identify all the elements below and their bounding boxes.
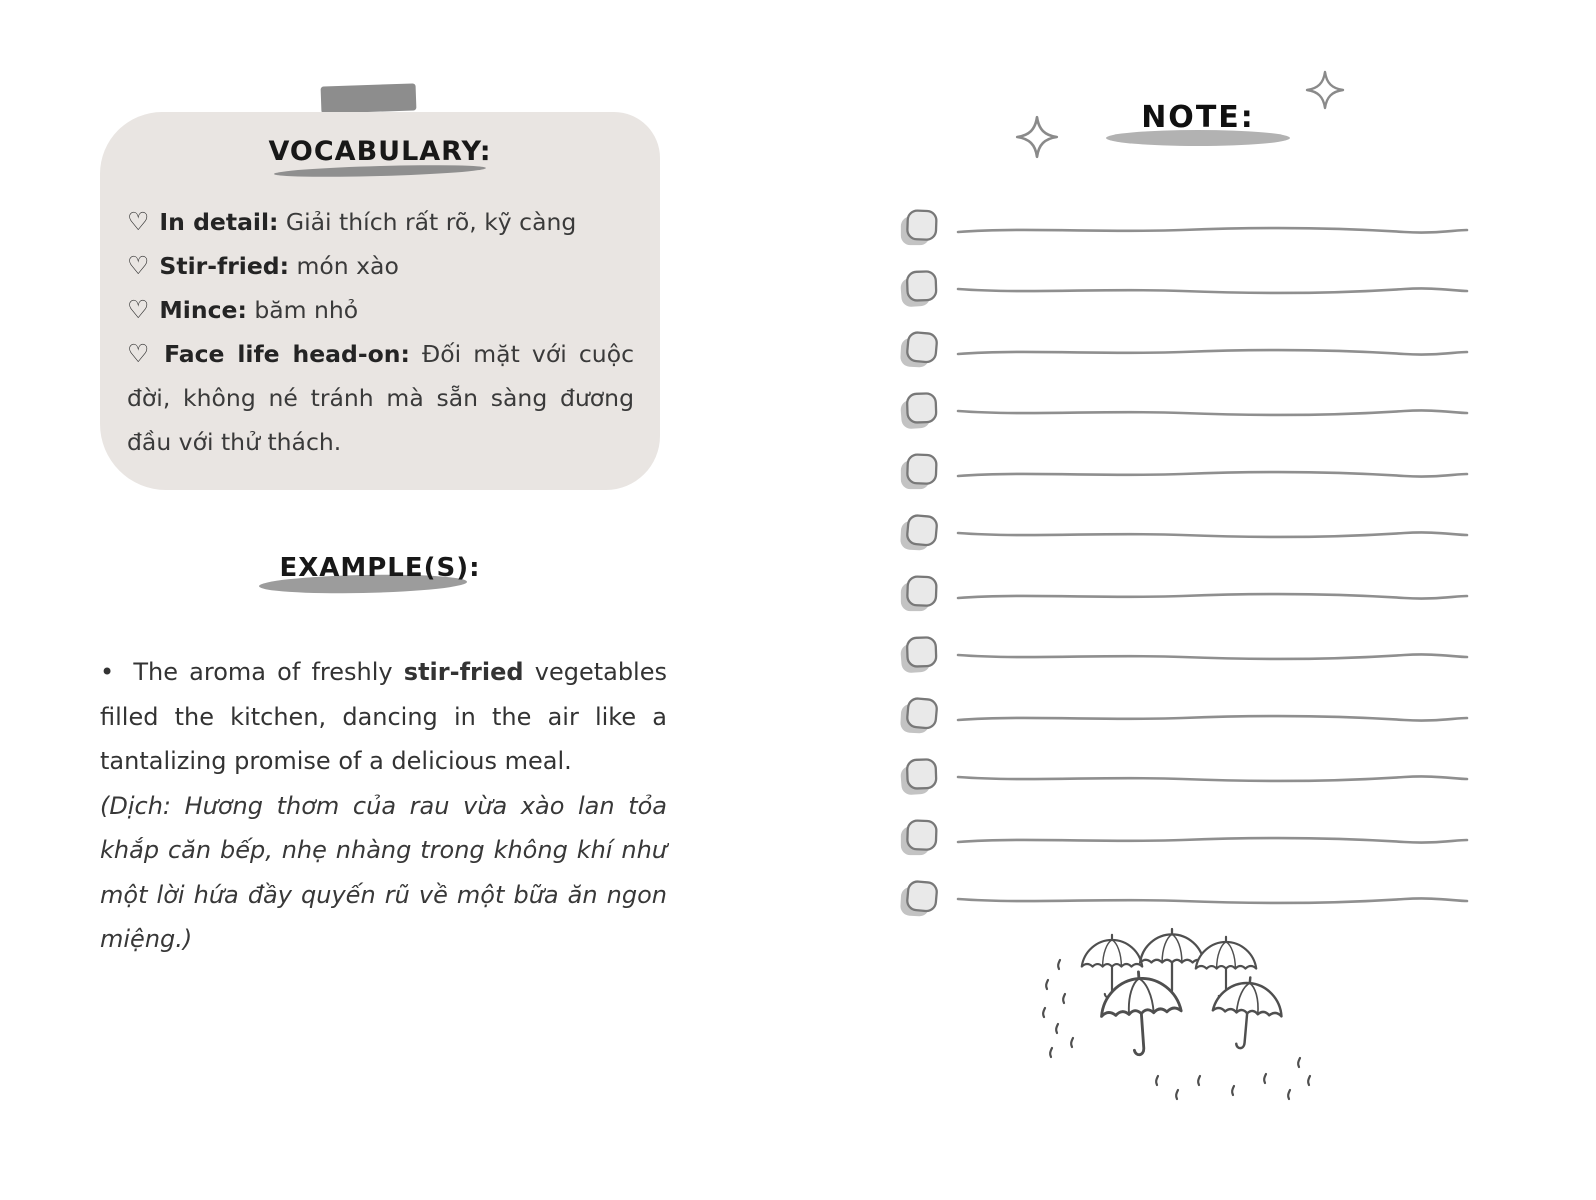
note-line [955, 773, 1470, 785]
note-row [898, 197, 1470, 258]
vocabulary-title: VOCABULARY: [268, 136, 492, 167]
note-row [898, 319, 1470, 380]
sparkle-icon [1015, 115, 1059, 159]
vocab-term: Face life head-on: [164, 340, 410, 368]
heart-bullet-icon: ♡ [127, 295, 150, 324]
note-heading [1100, 100, 1296, 135]
vocab-term: Mince: [159, 296, 247, 324]
vocab-definition: băm nhỏ [254, 296, 359, 324]
note-row [898, 746, 1470, 807]
dot-bullet: • [100, 658, 115, 686]
checkbox-icon [898, 451, 940, 493]
note-line [955, 224, 1470, 236]
note-line [955, 834, 1470, 846]
heart-bullet-icon: ♡ [127, 207, 150, 236]
checkbox-icon [897, 693, 941, 737]
checkbox-icon [897, 632, 942, 677]
note-line [955, 407, 1470, 419]
checkbox-icon [897, 510, 941, 554]
vocab-definition: Đối mặt với cuộc đời, không né tránh mà sẵn sàng đương đầu với thử thách. [127, 340, 634, 456]
note-line [955, 346, 1470, 358]
heart-bullet-icon: ♡ [127, 339, 155, 368]
checkbox-icon [898, 573, 940, 615]
note-row [898, 624, 1470, 685]
note-row [898, 258, 1470, 319]
vocab-definition: Giải thích rất rõ, kỹ càng [285, 208, 577, 236]
note-title: NOTE: [1141, 100, 1255, 135]
note-row [898, 685, 1470, 746]
example-text-end: vegetables filled the kitchen, dancing in the air like a tantalizing promise of a delicious meal. [100, 658, 667, 775]
checkbox-icon [897, 876, 941, 920]
vocab-term: In detail: [159, 208, 279, 236]
checkbox-icon [898, 207, 940, 249]
vocab-definition: món xào [296, 252, 399, 280]
note-row [898, 502, 1470, 563]
note-row [898, 441, 1470, 502]
note-line [955, 651, 1470, 663]
example-translation: (Dịch: Hương thơm của rau vừa xào lan tỏa khắp căn bếp, nhẹ nhàng trong không khí như một lời hứa đầy quyến rũ về một bữa ăn ngon miệng.) [100, 791, 667, 953]
note-line [955, 712, 1470, 724]
note-row [898, 380, 1470, 441]
note-row [898, 563, 1470, 624]
note-lines [898, 197, 1470, 929]
note-line [955, 529, 1470, 541]
checkbox-icon [897, 754, 942, 799]
sparkle-icon [1305, 70, 1345, 110]
checkbox-icon [897, 266, 942, 311]
checkbox-icon [897, 388, 942, 433]
note-row [898, 868, 1470, 929]
note-line [955, 590, 1470, 602]
note-row [898, 807, 1470, 868]
checkbox-icon [898, 817, 940, 859]
example-text-start: The aroma of freshly [133, 658, 393, 686]
checkbox-icon [897, 327, 941, 371]
umbrella-rain-doodle [1038, 926, 1334, 1116]
note-line [955, 895, 1470, 907]
example-bold-term: stir-fried [403, 658, 524, 686]
examples-title: EXAMPLE(S): [279, 553, 481, 583]
note-line [955, 468, 1470, 480]
note-line [955, 285, 1470, 297]
heart-bullet-icon: ♡ [127, 251, 150, 280]
vocab-term: Stir-fried: [159, 252, 290, 280]
